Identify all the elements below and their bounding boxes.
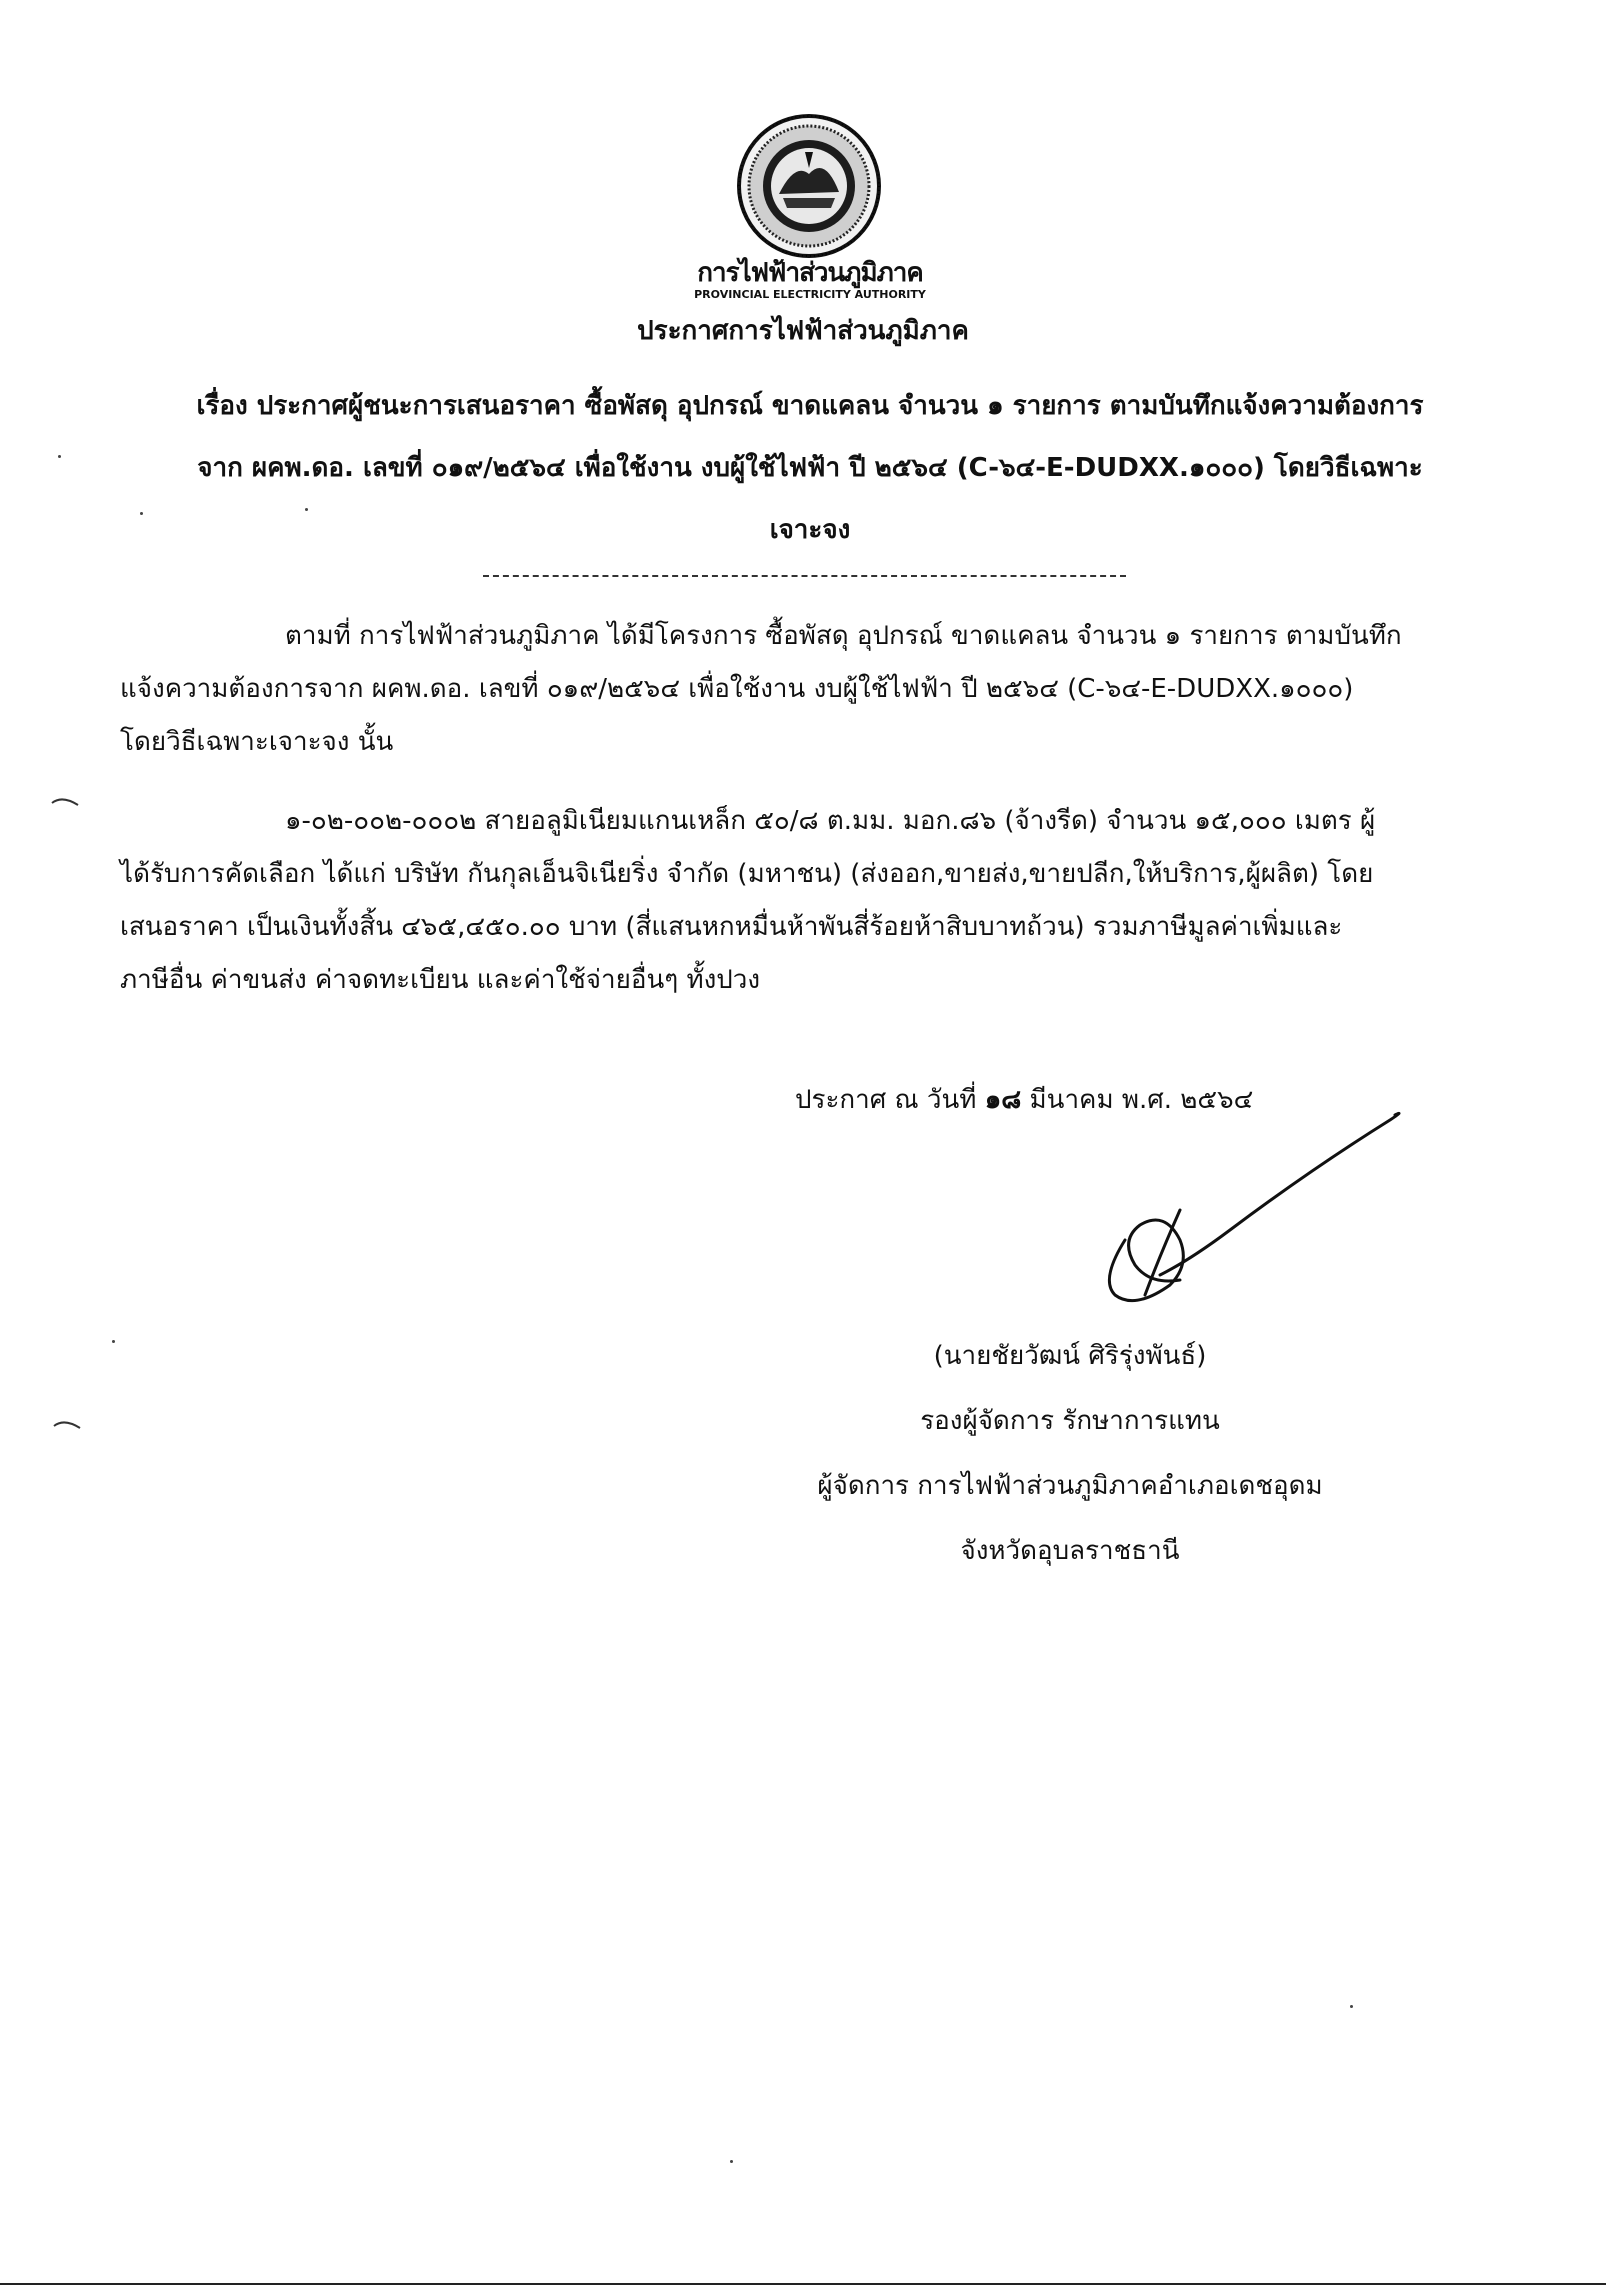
logo-name: การไฟฟ้าส่วนภูมิภาค bbox=[697, 258, 923, 288]
paragraph-line: ภาษีอื่น ค่าขนส่ง ค่าจดทะเบียน และค่าใช้จ่ายอื่นๆ ทั้งปวง bbox=[120, 965, 761, 995]
scan-dot bbox=[730, 2160, 733, 2163]
paragraph-line: ตามที่ การไฟฟ้าส่วนภูมิภาค ได้มีโครงการ ซื้อพัสดุ อุปกรณ์ ขาดแคลน จำนวน ๑ รายการ ตามบันทึก bbox=[285, 621, 1402, 651]
pea-logo-icon bbox=[735, 112, 883, 260]
announcement-month-year: มีนาคม พ.ศ. ๒๕๖๔ bbox=[1029, 1085, 1254, 1115]
paragraph-line: แจ้งความต้องการจาก ผคพ.ดอ. เลขที่ ๐๑๙/๒๕๖๔ เพื่อใช้งาน งบผู้ใช้ไฟฟ้า ปี ๒๕๖๔ (C-๖๔-E-DUDXX.๑๐๐๐) bbox=[120, 674, 1354, 704]
announcement-day: ๑๘ bbox=[984, 1085, 1022, 1115]
scan-dot bbox=[305, 508, 308, 511]
bottom-edge-line bbox=[0, 2283, 1606, 2285]
scan-dot bbox=[58, 455, 61, 458]
scan-dot bbox=[1350, 2005, 1353, 2008]
signer-name: (นายชัยวัฒน์ ศิริรุ่งพันธ์) bbox=[933, 1341, 1207, 1371]
signer-position: รองผู้จัดการ รักษาการแทน bbox=[920, 1406, 1220, 1436]
scan-dot bbox=[140, 512, 143, 515]
signer-province: จังหวัดอุบลราชธานี bbox=[960, 1536, 1180, 1566]
subject-line: จาก ผคพ.ดอ. เลขที่ ๐๑๙/๒๕๖๔ เพื่อใช้งาน งบผู้ใช้ไฟฟ้า ปี ๒๕๖๔ (C-๖๔-E-DUDXX.๑๐๐๐) โดยวิธีเฉพาะ bbox=[197, 453, 1423, 483]
paragraph-award bbox=[120, 795, 1465, 1007]
subject-line: เรื่อง ประกาศผู้ชนะการเสนอราคา ซื้อพัสดุ อุปกรณ์ ขาดแคลน จำนวน ๑ รายการ ตามบันทึกแจ้งความต้องการ bbox=[196, 391, 1424, 421]
paragraph-line: เสนอราคา เป็นเงินทั้งสิ้น ๔๖๕,๔๕๐.๐๐ บาท (สี่แสนหกหมื่นห้าพันสี่ร้อยห้าสิบบาทถ้วน) รวมภาษีมูลค่าเพิ่มและ bbox=[120, 912, 1343, 942]
dashed-divider bbox=[483, 575, 1126, 577]
paragraph-intro bbox=[120, 610, 1465, 769]
logo-subtitle: PROVINCIAL ELECTRICITY AUTHORITY bbox=[694, 288, 926, 301]
signature-icon bbox=[1060, 1090, 1420, 1320]
paragraph-line: ได้รับการคัดเลือก ได้แก่ บริษัท กันกุลเอ็นจิเนียริ่ง จำกัด (มหาชน) (ส่งออก,ขายส่ง,ขายปลีก,ให้บริการ,ผู้ผลิต) โดย bbox=[120, 859, 1374, 889]
signer-position: ผู้จัดการ การไฟฟ้าส่วนภูมิภาคอำเภอเดชอุดม bbox=[817, 1471, 1323, 1501]
scan-dot bbox=[112, 1340, 115, 1343]
scan-mark bbox=[52, 1418, 82, 1432]
paragraph-line: โดยวิธีเฉพาะเจาะจง นั้น bbox=[120, 727, 394, 757]
page-title: ประกาศการไฟฟ้าส่วนภูมิภาค bbox=[637, 316, 969, 346]
subject-block bbox=[140, 375, 1480, 561]
scan-mark bbox=[50, 795, 80, 809]
announcement-prefix: ประกาศ ณ วันที่ bbox=[795, 1085, 977, 1115]
subject-line: เจาะจง bbox=[769, 515, 851, 545]
paragraph-line: ๑-๐๒-๐๐๒-๐๐๐๒ สายอลูมิเนียมแกนเหล็ก ๕๐/๘ ต.มม. มอก.๘๖ (จ้างรีด) จำนวน ๑๕,๐๐๐ เมตร ผู้ bbox=[285, 806, 1376, 836]
